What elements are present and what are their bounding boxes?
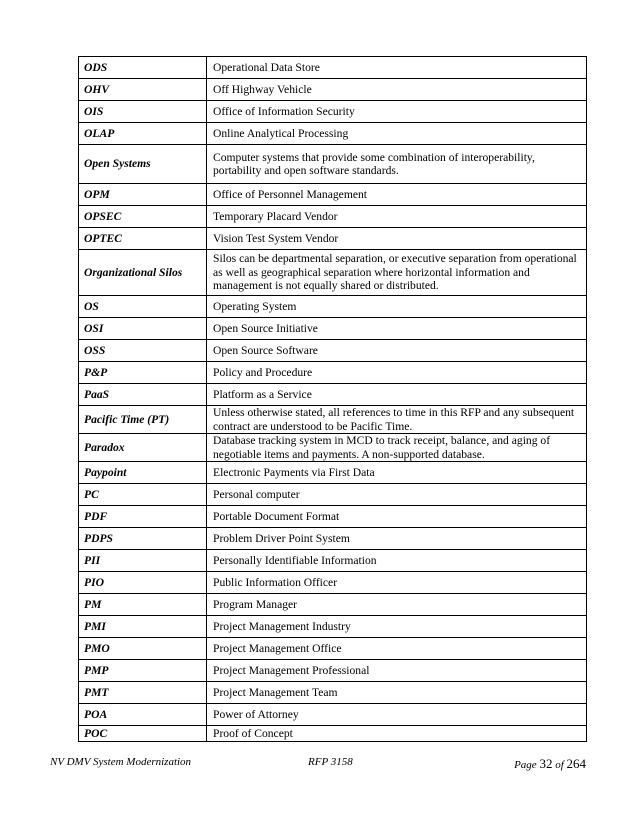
glossary-definition: Personal computer: [207, 484, 587, 506]
glossary-term: OPSEC: [79, 206, 207, 228]
glossary-term: PMO: [79, 638, 207, 660]
glossary-row: [79, 145, 587, 184]
glossary-row: [79, 340, 587, 362]
glossary-term: PII: [79, 550, 207, 572]
glossary-definition: Public Information Officer: [207, 572, 587, 594]
footer-of-label: of: [555, 759, 564, 771]
glossary-term: Organizational Silos: [79, 250, 207, 296]
glossary-row: [79, 434, 587, 462]
glossary-definition: Project Management Professional: [207, 660, 587, 682]
glossary-term: OPM: [79, 184, 207, 206]
glossary-row: [79, 726, 587, 742]
glossary-row: [79, 704, 587, 726]
glossary-term: OLAP: [79, 123, 207, 145]
footer-document-title: NV DMV System Modernization: [50, 756, 192, 768]
glossary-definition: Silos can be departmental separation, or executive separation from operational as well as geographical separation where horizontal information and management is not equally shared or distributed.: [207, 250, 587, 296]
glossary-row: [79, 572, 587, 594]
glossary-definition: Open Source Software: [207, 340, 587, 362]
glossary-definition: Policy and Procedure: [207, 362, 587, 384]
glossary-table: [78, 56, 587, 742]
glossary-term: POC: [79, 726, 207, 742]
glossary-definition: Electronic Payments via First Data: [207, 462, 587, 484]
glossary-definition: Portable Document Format: [207, 506, 587, 528]
glossary-term: OSS: [79, 340, 207, 362]
glossary-term: Open Systems: [79, 145, 207, 184]
glossary-row: [79, 296, 587, 318]
glossary-definition: Operating System: [207, 296, 587, 318]
glossary-definition: Off Highway Vehicle: [207, 79, 587, 101]
glossary-definition: Project Management Office: [207, 638, 587, 660]
glossary-definition: Project Management Industry: [207, 616, 587, 638]
glossary-term: OHV: [79, 79, 207, 101]
glossary-row: [79, 250, 587, 296]
glossary-term: PC: [79, 484, 207, 506]
glossary-row: [79, 506, 587, 528]
glossary-row: [79, 528, 587, 550]
glossary-definition: Personally Identifiable Information: [207, 550, 587, 572]
glossary-term: PDPS: [79, 528, 207, 550]
glossary-definition: Project Management Team: [207, 682, 587, 704]
glossary-term: PaaS: [79, 384, 207, 406]
glossary-term: OIS: [79, 101, 207, 123]
glossary-definition: Operational Data Store: [207, 57, 587, 79]
glossary-row: [79, 184, 587, 206]
glossary-row: [79, 362, 587, 384]
glossary-definition: Open Source Initiative: [207, 318, 587, 340]
glossary-definition: Office of Information Security: [207, 101, 587, 123]
glossary-row: [79, 79, 587, 101]
glossary-row: [79, 318, 587, 340]
glossary-definition: Proof of Concept: [207, 726, 587, 742]
glossary-definition: Power of Attorney: [207, 704, 587, 726]
glossary-row: [79, 228, 587, 250]
glossary-row: [79, 384, 587, 406]
glossary-term: PDF: [79, 506, 207, 528]
footer-rfp-number: RFP 3158: [308, 756, 353, 768]
glossary-term: Paypoint: [79, 462, 207, 484]
glossary-definition: Computer systems that provide some combination of interoperability, portability and open software standards.: [207, 145, 587, 184]
page-footer: [50, 756, 586, 772]
glossary-definition: Program Manager: [207, 594, 587, 616]
glossary-definition: Online Analytical Processing: [207, 123, 587, 145]
glossary-row: [79, 550, 587, 572]
glossary-term: PIO: [79, 572, 207, 594]
glossary-definition: Vision Test System Vendor: [207, 228, 587, 250]
glossary-definition: Database tracking system in MCD to track receipt, balance, and aging of negotiable items and payments. A non-supported database.: [207, 434, 587, 462]
glossary-term: Pacific Time (PT): [79, 406, 207, 434]
glossary-row: [79, 462, 587, 484]
glossary-term: PMI: [79, 616, 207, 638]
glossary-definition: Office of Personnel Management: [207, 184, 587, 206]
glossary-row: [79, 101, 587, 123]
glossary-term: PMT: [79, 682, 207, 704]
glossary-row: [79, 406, 587, 434]
glossary-term: Paradox: [79, 434, 207, 462]
glossary-term: ODS: [79, 57, 207, 79]
glossary-term: OSI: [79, 318, 207, 340]
glossary-row: [79, 484, 587, 506]
glossary-definition: Temporary Placard Vendor: [207, 206, 587, 228]
footer-page-indicator: [514, 756, 586, 772]
glossary-row: [79, 660, 587, 682]
glossary-row: [79, 123, 587, 145]
glossary-term: PMP: [79, 660, 207, 682]
glossary-term: OS: [79, 296, 207, 318]
glossary-row: [79, 638, 587, 660]
glossary-term: P&P: [79, 362, 207, 384]
glossary-term: PM: [79, 594, 207, 616]
footer-page-number: 32: [539, 756, 553, 771]
glossary-row: [79, 616, 587, 638]
footer-total-pages: 264: [566, 756, 586, 771]
glossary-row: [79, 682, 587, 704]
footer-page-label: Page: [514, 759, 537, 771]
glossary-body: [79, 57, 587, 742]
glossary-term: OPTEC: [79, 228, 207, 250]
glossary-term: POA: [79, 704, 207, 726]
glossary-definition: Platform as a Service: [207, 384, 587, 406]
glossary-definition: Problem Driver Point System: [207, 528, 587, 550]
glossary-row: [79, 594, 587, 616]
glossary-row: [79, 57, 587, 79]
glossary-definition: Unless otherwise stated, all references to time in this RFP and any subsequent contract are understood to be Pacific Time.: [207, 406, 587, 434]
glossary-row: [79, 206, 587, 228]
